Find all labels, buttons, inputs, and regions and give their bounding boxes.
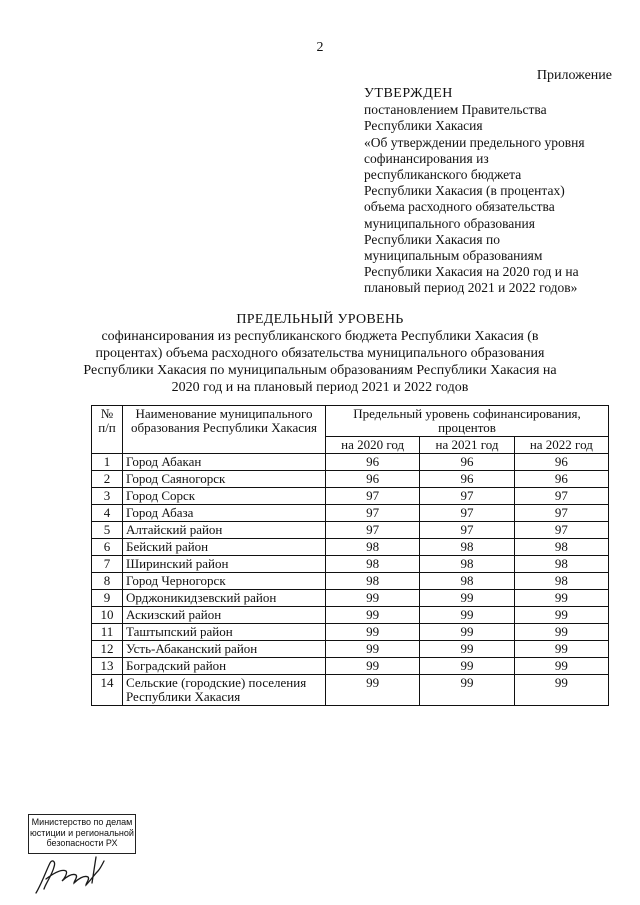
table-row bbox=[92, 488, 609, 505]
row-number: 10 bbox=[92, 607, 123, 624]
row-name: Бейский район bbox=[123, 539, 326, 556]
approval-line: постановлением Правительства bbox=[364, 102, 547, 118]
row-value: 96 bbox=[514, 454, 608, 471]
row-value: 99 bbox=[420, 641, 514, 658]
row-number: 8 bbox=[92, 573, 123, 590]
row-value: 99 bbox=[420, 675, 514, 706]
table-row bbox=[92, 607, 609, 624]
row-number: 5 bbox=[92, 522, 123, 539]
row-value: 97 bbox=[326, 522, 420, 539]
document-title bbox=[60, 311, 580, 396]
table-row bbox=[92, 641, 609, 658]
row-value: 98 bbox=[326, 539, 420, 556]
row-name: Город Саяногорск bbox=[123, 471, 326, 488]
row-value: 99 bbox=[514, 607, 608, 624]
row-name: Таштыпский район bbox=[123, 624, 326, 641]
row-value: 97 bbox=[420, 522, 514, 539]
approval-line: муниципального образования bbox=[364, 215, 535, 231]
row-number: 3 bbox=[92, 488, 123, 505]
row-name: Сельские (городские) поселения Республики Хакасия bbox=[123, 675, 326, 706]
row-value: 98 bbox=[326, 573, 420, 590]
table-row bbox=[92, 471, 609, 488]
row-value: 98 bbox=[514, 573, 608, 590]
table-row bbox=[92, 556, 609, 573]
row-value: 99 bbox=[514, 658, 608, 675]
approval-line: Республики Хакасия bbox=[364, 118, 483, 134]
row-value: 99 bbox=[420, 590, 514, 607]
stamp-line: Министерство по делам bbox=[31, 817, 133, 827]
appendix-label: Приложение bbox=[536, 68, 612, 83]
table-row bbox=[92, 675, 609, 706]
approval-line: объема расходного обязательства bbox=[364, 199, 555, 215]
row-value: 99 bbox=[326, 607, 420, 624]
row-number: 11 bbox=[92, 624, 123, 641]
header-year: на 2022 год bbox=[514, 437, 608, 454]
header-year: на 2020 год bbox=[326, 437, 420, 454]
row-name: Боградский район bbox=[123, 658, 326, 675]
approval-heading: УТВЕРЖДЕН bbox=[364, 86, 453, 101]
approval-line: Республики Хакасия по bbox=[364, 231, 500, 247]
table-row bbox=[92, 590, 609, 607]
title-line: софинансирования из республиканского бюджета Республики Хакасия (в bbox=[101, 329, 539, 344]
row-value: 97 bbox=[420, 505, 514, 522]
approval-line: Республики Хакасия на 2020 год и на bbox=[364, 264, 579, 280]
stamp-line: юстиции и региональной bbox=[30, 827, 134, 838]
ministry-stamp bbox=[28, 814, 136, 854]
row-name: Город Абаза bbox=[123, 505, 326, 522]
row-value: 99 bbox=[420, 658, 514, 675]
title-line: 2020 год и на плановый период 2021 и 2022 годов bbox=[171, 380, 469, 395]
row-value: 99 bbox=[420, 624, 514, 641]
row-value: 99 bbox=[514, 590, 608, 607]
row-value: 99 bbox=[326, 658, 420, 675]
title-line: процентах) объема расходного обязательства муниципального образования bbox=[95, 346, 545, 361]
row-number: 2 bbox=[92, 471, 123, 488]
table-row bbox=[92, 539, 609, 556]
header-num: № п/п bbox=[92, 406, 123, 454]
row-value: 98 bbox=[514, 539, 608, 556]
row-value: 98 bbox=[420, 556, 514, 573]
row-value: 99 bbox=[420, 607, 514, 624]
cofinancing-table bbox=[91, 405, 609, 706]
row-value: 97 bbox=[514, 488, 608, 505]
row-value: 98 bbox=[420, 539, 514, 556]
row-value: 97 bbox=[514, 505, 608, 522]
row-value: 99 bbox=[514, 675, 608, 706]
row-value: 96 bbox=[420, 454, 514, 471]
approval-line: муниципальным образованиям bbox=[364, 248, 543, 264]
row-number: 12 bbox=[92, 641, 123, 658]
approval-line: Республики Хакасия (в процентах) bbox=[364, 183, 565, 199]
header-level: Предельный уровень софинансирования, процентов bbox=[326, 406, 609, 437]
row-value: 98 bbox=[514, 556, 608, 573]
signature-icon bbox=[32, 853, 112, 895]
row-value: 96 bbox=[420, 471, 514, 488]
row-name: Аскизский район bbox=[123, 607, 326, 624]
table-row bbox=[92, 658, 609, 675]
row-number: 6 bbox=[92, 539, 123, 556]
approval-line: «Об утверждении предельного уровня bbox=[364, 134, 585, 150]
row-name: Город Черногорск bbox=[123, 573, 326, 590]
row-value: 98 bbox=[420, 573, 514, 590]
row-number: 9 bbox=[92, 590, 123, 607]
table-row bbox=[92, 573, 609, 590]
row-value: 97 bbox=[420, 488, 514, 505]
row-number: 13 bbox=[92, 658, 123, 675]
row-name: Орджоникидзевский район bbox=[123, 590, 326, 607]
approval-line: республиканского бюджета bbox=[364, 167, 522, 183]
row-value: 99 bbox=[326, 675, 420, 706]
row-value: 99 bbox=[326, 590, 420, 607]
table-row bbox=[92, 624, 609, 641]
approval-block bbox=[364, 86, 614, 297]
row-number: 14 bbox=[92, 675, 123, 706]
row-value: 99 bbox=[514, 641, 608, 658]
row-number: 7 bbox=[92, 556, 123, 573]
table-row bbox=[92, 454, 609, 471]
row-value: 97 bbox=[326, 505, 420, 522]
row-name: Город Сорск bbox=[123, 488, 326, 505]
row-value: 99 bbox=[514, 624, 608, 641]
row-value: 97 bbox=[326, 488, 420, 505]
row-value: 97 bbox=[514, 522, 608, 539]
row-number: 4 bbox=[92, 505, 123, 522]
header-year: на 2021 год bbox=[420, 437, 514, 454]
page-number: 2 bbox=[316, 40, 324, 55]
row-value: 99 bbox=[326, 641, 420, 658]
title-line: Республики Хакасия по муниципальным образованиям Республики Хакасия на bbox=[83, 363, 557, 378]
row-value: 99 bbox=[326, 624, 420, 641]
row-number: 1 bbox=[92, 454, 123, 471]
row-name: Усть-Абаканский район bbox=[123, 641, 326, 658]
title-main: ПРЕДЕЛЬНЫЙ УРОВЕНЬ bbox=[236, 312, 404, 327]
row-value: 96 bbox=[514, 471, 608, 488]
table-row bbox=[92, 505, 609, 522]
table-row bbox=[92, 522, 609, 539]
approval-line: плановый период 2021 и 2022 годов» bbox=[364, 280, 578, 296]
header-name: Наименование муниципального образования Республики Хакасия bbox=[123, 406, 326, 454]
row-name: Алтайский район bbox=[123, 522, 326, 539]
stamp-line: безопасности РХ bbox=[46, 838, 118, 848]
row-value: 96 bbox=[326, 454, 420, 471]
approval-line: софинансирования из bbox=[364, 150, 489, 166]
row-value: 96 bbox=[326, 471, 420, 488]
row-name: Город Абакан bbox=[123, 454, 326, 471]
row-name: Ширинский район bbox=[123, 556, 326, 573]
row-value: 98 bbox=[326, 556, 420, 573]
